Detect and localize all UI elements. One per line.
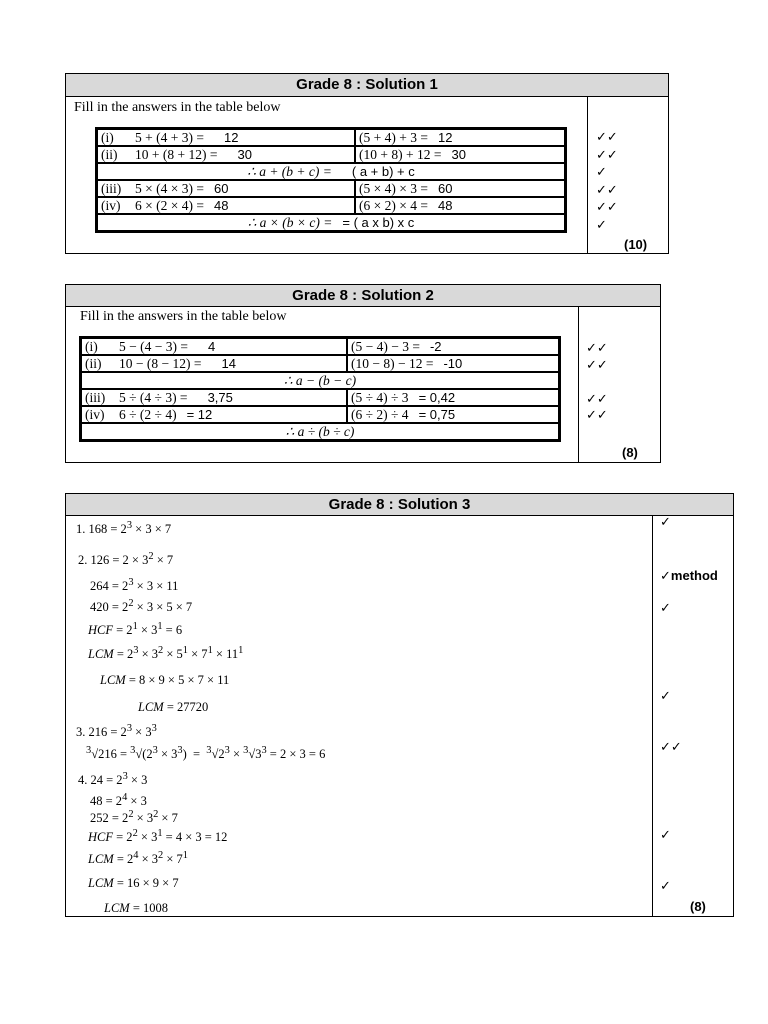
solution-2-panel [65,284,661,463]
solution-1-title: Grade 8 : Solution 1 [66,74,668,97]
solution-2-title: Grade 8 : Solution 2 [66,285,660,307]
solution-3-title: Grade 8 : Solution 3 [66,494,733,516]
working-line-7: LCM = 8 × 9 × 5 × 7 × 11 [100,673,230,687]
method-mark [660,568,718,584]
table-row: (i) 5 + (4 + 3) = 12 (5 + 4) + 3 = 12 [97,129,566,147]
table-row: (iv) 6 × (2 × 4) = 48 (6 × 2) × 4 = 48 [97,197,566,214]
check-icon: ✓✓ [596,130,618,145]
check-icon: ✓ [660,828,671,843]
table-row: (i) 5 − (4 − 3) = 4 (5 − 4) − 3 = -2 [81,338,560,356]
table-row: (iv) 6 ÷ (2 ÷ 4) = 12 (6 ÷ 2) ÷ 4 = 0,75 [81,406,560,423]
check-icon: ✓✓ [586,392,608,407]
working-line-15: LCM = $2^4 \times 3^2 \times 7^1$ [88,850,188,867]
score-label: (10) [624,237,648,252]
working-line-10: $^3√216 = ^3√(2^3 \times 3^3) = ^3√2^3 \times ^3√3^3 = 2 \times 3 = 6$ [86,745,326,762]
method-label: method [670,568,718,583]
table-row: ∴ a + (b + c) = ( a + b) + c [97,163,566,180]
table-row: ∴ a × (b × c) = = ( a x b) x c [97,214,566,232]
check-icon: ✓ [596,217,607,233]
working-line-17: LCM = 1008 [104,901,169,915]
check-icon: ✓ [660,515,671,530]
table-row: (iii) 5 ÷ (4 ÷ 3) = 3,75 (5 ÷ 4) ÷ 3 = 0,42 [81,389,560,406]
check-icon: ✓✓ [596,200,618,215]
check-icon: ✓✓ [660,740,682,755]
working-line-6: LCM = $2^3 \times 3^2 \times 5^1 \times 7^1 \times 11^1$ [88,645,244,662]
working-line-4: $420 = 2^2 \times 3 \times 5 \times 7$ [90,598,193,615]
mark-column-divider [587,96,588,253]
working-line-11: 4. $24 = 2^3 \times 3$ [78,771,148,788]
check-icon: ✓✓ [596,147,618,163]
mark-column-divider [652,515,653,916]
check-icon: ✓ [660,689,671,704]
working-line-1: 1. $168 = 2^3 \times 3 \times 7$ [76,520,172,537]
instruction-text: Fill in the answers in the table below [80,309,287,324]
working-line-16: LCM = 16 × 9 × 7 [88,876,179,890]
table-row: ∴ a − (b − c) [81,372,560,389]
check-icon: ✓ [660,569,671,584]
working-line-14: HCF = $2^2 \times 3^1 = 4 \times 3 = 12$ [88,828,228,845]
working-line-3: $264 = 2^3 \times 3 \times 11$ [90,577,179,594]
working-line-5: HCF = $2^1 \times 3^1 = 6$ [88,621,183,638]
mark-column-divider [578,306,579,462]
table-row: (iii) 5 × (4 × 3) = 60 (5 × 4) × 3 = 60 [97,180,566,197]
check-icon: ✓✓ [586,408,608,423]
tick-marks-1 [596,129,618,234]
table-row: ∴ a ÷ (b ÷ c) [81,423,560,441]
check-icon: ✓✓ [596,182,618,198]
score-label: (8) [690,899,706,914]
working-line-13: $252 = 2^2 \times 3^2 \times 7$ [90,809,178,826]
working-line-8: LCM = 27720 [138,700,209,714]
answer-table-2 [79,336,561,442]
check-icon: ✓ [660,879,671,894]
check-icon: ✓ [660,601,671,616]
check-icon: ✓ [596,165,607,180]
instruction-text: Fill in the answers in the table below [74,100,281,115]
working-line-9: 3. $216 = 2^3 \times 3^3$ [76,723,157,740]
working-line-12: $48 = 2^4 \times 3$ [90,792,147,809]
working-line-2: 2. $126 = 2 \times 3^2 \times 7$ [78,551,174,568]
check-icon: ✓✓ [586,358,608,373]
solution-3-panel [65,493,734,917]
table-row: (ii) 10 + (8 + 12) = 30 (10 + 8) + 12 = 30 [97,146,566,163]
answer-table-1 [95,127,567,233]
solution-1-panel [65,73,669,254]
score-label: (8) [622,445,638,460]
check-icon: ✓✓ [586,341,608,356]
table-row: (ii) 10 − (8 − 12) = 14 (10 − 8) − 12 = -10 [81,355,560,372]
